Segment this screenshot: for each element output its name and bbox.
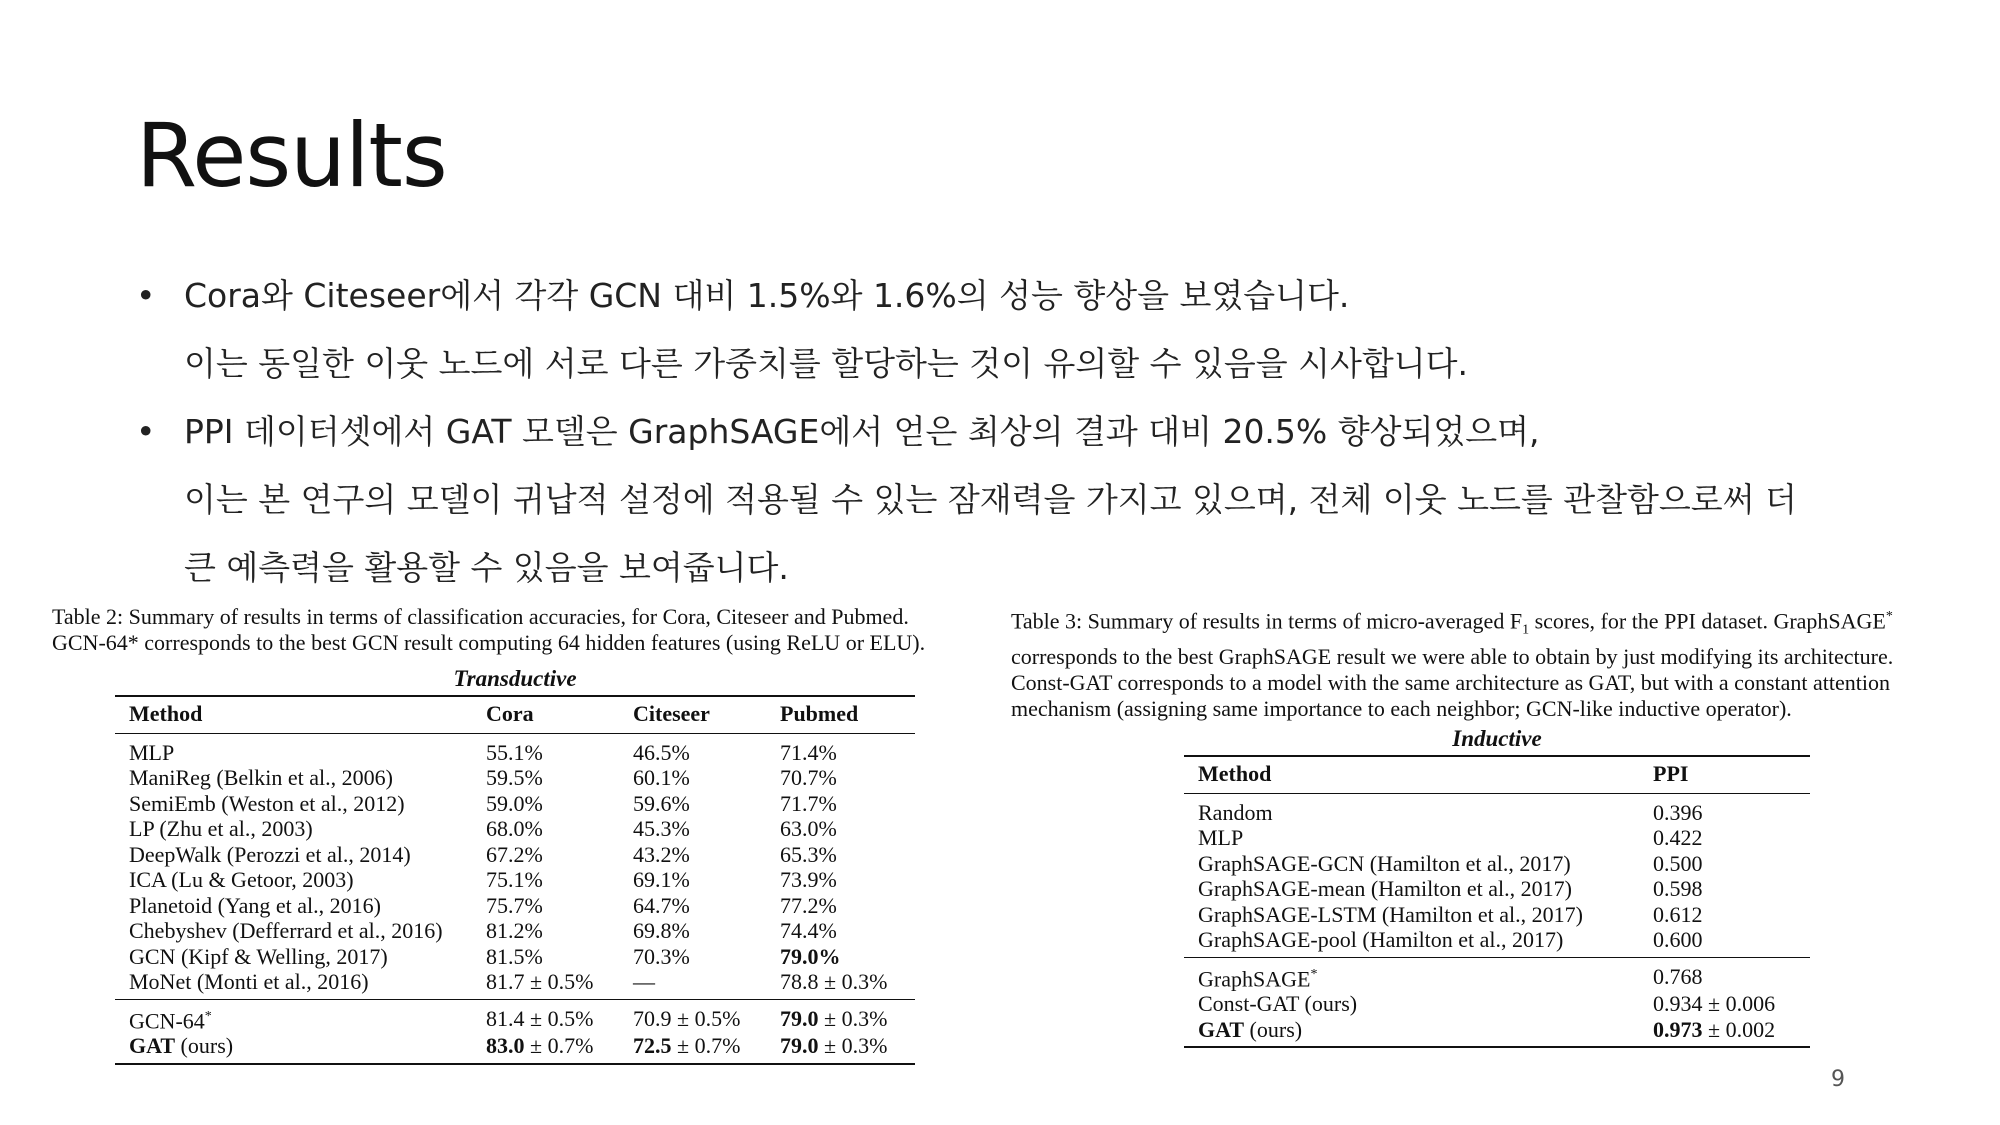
value-cell: 81.4 ± 0.5% xyxy=(486,1005,594,1031)
table-body xyxy=(1184,793,1810,957)
method-cell: GraphSAGE-mean (Hamilton et al., 2017) xyxy=(1198,876,1572,901)
method-cell: GraphSAGE-LSTM (Hamilton et al., 2017) xyxy=(1198,901,1583,927)
column-header: PPI xyxy=(1653,761,1689,786)
value-cell: 59.5% xyxy=(486,765,543,790)
caption-line: corresponds to the best GraphSAGE result we were able to obtain by just modifying its architecture. xyxy=(1011,643,1894,669)
caption-line: Const-GAT corresponds to a model with the same architecture as GAT, but with a constant attention xyxy=(1011,669,1890,695)
bullet-line: 이는 동일한 이웃 노드에 서로 다른 가중치를 할당하는 것이 유의할 수 있음을 시사합니다. xyxy=(184,344,1468,383)
bullet-list xyxy=(136,262,1896,602)
bullet-line: 큰 예측력을 활용할 수 있음을 보여줍니다. xyxy=(184,548,789,587)
value-cell: 65.3% xyxy=(780,841,837,867)
value-cell: 63.0% xyxy=(780,816,837,841)
value-cell: 69.1% xyxy=(633,867,690,892)
value-cell: 60.1% xyxy=(633,765,690,790)
method-cell: GAT (ours) xyxy=(129,1033,234,1059)
table2-caption xyxy=(52,604,925,656)
value-cell: 0.598 xyxy=(1653,876,1703,901)
method-cell: DeepWalk (Perozzi et al., 2014) xyxy=(129,841,411,867)
value-cell: 43.2% xyxy=(633,841,690,867)
table-row xyxy=(115,1033,915,1064)
column-header: Citeseer xyxy=(633,701,710,726)
method-cell: ICA (Lu & Getoor, 2003) xyxy=(129,867,354,892)
value-cell: 59.0% xyxy=(486,790,543,816)
table-body xyxy=(115,733,915,999)
value-cell: 0.612 xyxy=(1653,901,1703,927)
method-cell: GraphSAGE* xyxy=(1198,965,1318,991)
column-header: Pubmed xyxy=(780,701,859,726)
value-cell: 81.2% xyxy=(486,918,543,943)
value-cell: 73.9% xyxy=(780,867,837,892)
table-row xyxy=(115,816,915,842)
table-row xyxy=(115,765,915,791)
table-row xyxy=(115,999,915,1033)
table-row xyxy=(115,893,915,919)
value-cell: 0.768 xyxy=(1653,963,1703,989)
table-row xyxy=(1184,902,1810,928)
value-cell: 59.6% xyxy=(633,790,690,816)
caption-line: GCN-64* corresponds to the best GCN result computing 64 hidden features (using ReLU or ELU). xyxy=(52,630,926,655)
value-cell: 83.0 ± 0.7% xyxy=(486,1033,594,1059)
slide-title: Results xyxy=(136,104,447,207)
method-cell: LP (Zhu et al., 2003) xyxy=(129,816,313,841)
bullet-line: PPI 데이터셋에서 GAT 모델은 GraphSAGE에서 얻은 최상의 결과 대비 20.5% 향상되었으며, xyxy=(184,412,1540,451)
method-cell: ManiReg (Belkin et al., 2006) xyxy=(129,765,393,790)
method-cell: GCN (Kipf & Welling, 2017) xyxy=(129,943,388,969)
bullet-item xyxy=(136,262,1896,398)
bullet-dot-icon: • xyxy=(136,276,156,315)
value-cell: 67.2% xyxy=(486,841,543,867)
method-cell: Chebyshev (Defferrard et al., 2016) xyxy=(129,918,443,943)
table2-subtitle: Transductive xyxy=(453,666,577,691)
bullet-item xyxy=(136,398,1896,602)
table-row xyxy=(115,969,915,999)
value-cell: 75.7% xyxy=(486,892,543,918)
value-cell: 74.4% xyxy=(780,918,837,943)
table-row xyxy=(1184,927,1810,957)
value-cell: 81.5% xyxy=(486,943,543,969)
table-row xyxy=(1184,793,1810,825)
value-cell: 45.3% xyxy=(633,816,690,841)
method-cell: MLP xyxy=(129,739,175,765)
table-row xyxy=(1184,991,1810,1017)
value-cell: 55.1% xyxy=(486,739,543,765)
table-row xyxy=(115,842,915,868)
table-body-ours xyxy=(115,999,915,1064)
column-header: Method xyxy=(129,701,203,726)
column-header: Cora xyxy=(486,701,534,726)
method-cell: Random xyxy=(1198,799,1273,825)
method-cell: Planetoid (Yang et al., 2016) xyxy=(129,892,381,918)
value-cell: 70.9 ± 0.5% xyxy=(633,1005,741,1031)
value-cell: 71.7% xyxy=(780,790,837,816)
table-row xyxy=(1184,876,1810,902)
caption-line: mechanism (assigning same importance to each neighbor; GCN-like inductive operator). xyxy=(1011,695,1792,721)
value-cell: 0.422 xyxy=(1653,825,1703,850)
table-body-ours xyxy=(1184,957,1810,1047)
value-cell: 79.0 ± 0.3% xyxy=(780,1005,888,1031)
value-cell: 0.600 xyxy=(1653,927,1703,952)
table-row xyxy=(115,918,915,944)
table-row xyxy=(1184,1017,1810,1048)
column-header: Method xyxy=(1198,761,1272,786)
method-cell: GraphSAGE-GCN (Hamilton et al., 2017) xyxy=(1198,850,1571,876)
value-cell: 0.934 ± 0.006 xyxy=(1653,991,1776,1017)
value-cell: 77.2% xyxy=(780,892,837,918)
value-cell: — xyxy=(633,969,655,994)
page-number: 9 xyxy=(1831,1067,1845,1092)
value-cell: 72.5 ± 0.7% xyxy=(633,1033,741,1059)
table-row xyxy=(1184,957,1810,991)
value-cell: 81.7 ± 0.5% xyxy=(486,969,594,994)
method-cell: GCN-64* xyxy=(129,1007,212,1033)
value-cell: 79.0% xyxy=(780,943,841,969)
method-cell: MLP xyxy=(1198,825,1244,850)
value-cell: 0.500 xyxy=(1653,850,1703,876)
value-cell: 79.0 ± 0.3% xyxy=(780,1033,888,1059)
bullet-dot-icon: • xyxy=(136,412,156,451)
table-row xyxy=(1184,851,1810,877)
method-cell: MoNet (Monti et al., 2016) xyxy=(129,969,369,994)
bullet-line: 이는 본 연구의 모델이 귀납적 설정에 적용될 수 있는 잠재력을 가지고 있으며, 전체 이웃 노드를 관찰함으로써 더 xyxy=(184,480,1797,519)
table-header-row xyxy=(115,696,915,733)
method-cell: Const-GAT (ours) xyxy=(1198,991,1358,1017)
method-cell: GraphSAGE-pool (Hamilton et al., 2017) xyxy=(1198,927,1564,952)
value-cell: 70.3% xyxy=(633,943,690,969)
table-row xyxy=(115,867,915,893)
table3-caption xyxy=(1011,604,1893,722)
value-cell: 78.8 ± 0.3% xyxy=(780,969,888,994)
value-cell: 0.396 xyxy=(1653,799,1703,825)
value-cell: 70.7% xyxy=(780,765,837,790)
table-row xyxy=(115,791,915,817)
table2 xyxy=(115,695,915,1065)
method-cell: GAT (ours) xyxy=(1198,1016,1303,1042)
value-cell: 71.4% xyxy=(780,739,837,765)
table-row xyxy=(115,944,915,970)
table-row xyxy=(1184,825,1810,851)
bullet-line: Cora와 Citeseer에서 각각 GCN 대비 1.5%와 1.6%의 성능 향상을 보였습니다. xyxy=(184,276,1350,315)
method-cell: SemiEmb (Weston et al., 2012) xyxy=(129,790,405,816)
value-cell: 75.1% xyxy=(486,867,543,892)
table3-subtitle: Inductive xyxy=(1452,726,1542,751)
value-cell: 64.7% xyxy=(633,892,690,918)
caption-line: Table 2: Summary of results in terms of classification accuracies, for Cora, Citeseer and Pubmed. xyxy=(52,604,909,629)
value-cell: 68.0% xyxy=(486,816,543,841)
value-cell: 46.5% xyxy=(633,739,690,765)
value-cell: 69.8% xyxy=(633,918,690,943)
table-header-row xyxy=(1184,756,1810,793)
table-row xyxy=(115,733,915,765)
table3 xyxy=(1184,755,1810,1048)
caption-line: Table 3: Summary of results in terms of micro-averaged $F_1$ scores, for the PPI dataset. GraphSAGE* xyxy=(1011,608,1893,638)
value-cell: 0.973 ± 0.002 xyxy=(1653,1016,1776,1042)
